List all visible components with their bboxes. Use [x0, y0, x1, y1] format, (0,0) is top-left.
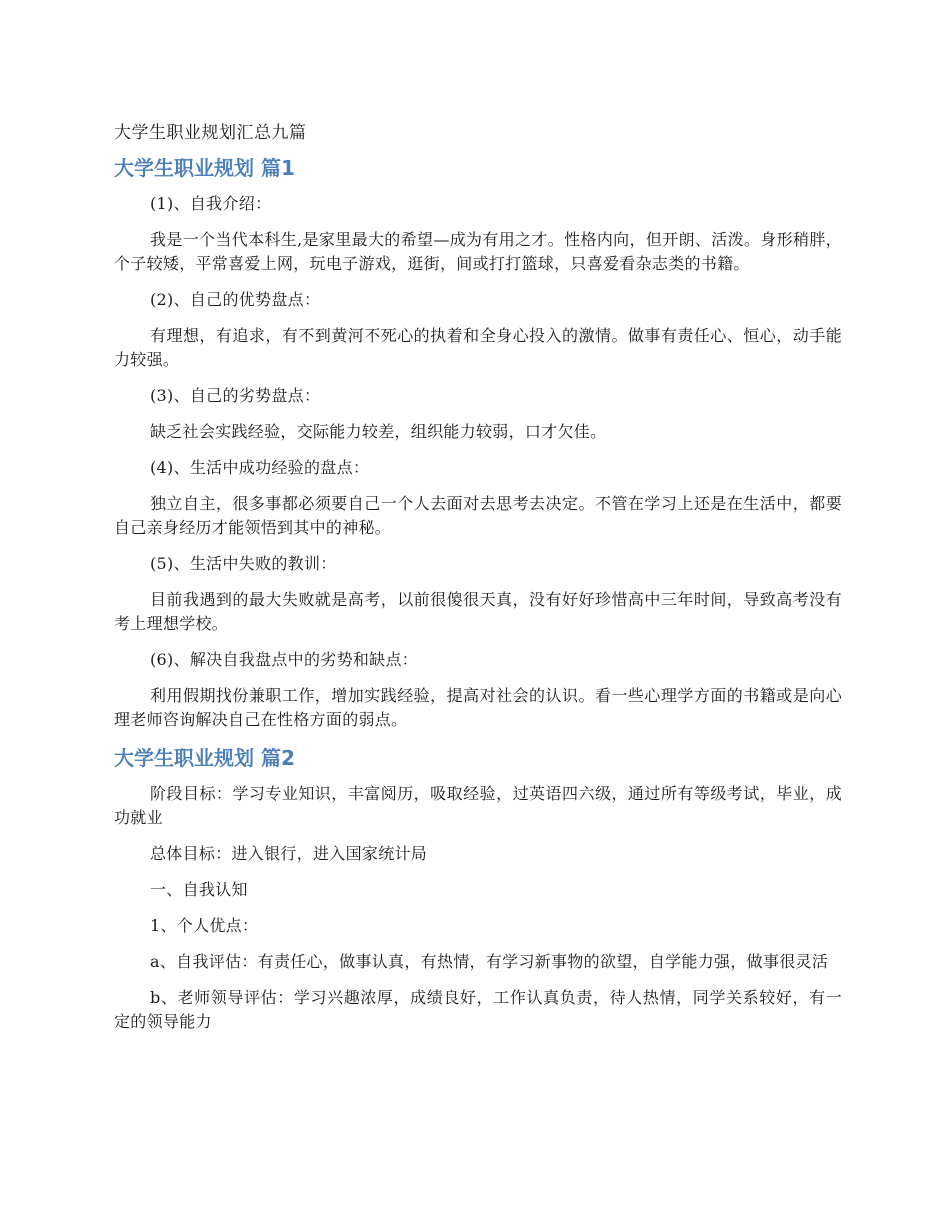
- section-heading: 大学生职业规划 篇1: [114, 156, 295, 180]
- paragraph: b、老师领导评估：学习兴趣浓厚，成绩良好，工作认真负责，待人热情，同学关系较好，有一定的领导能力: [114, 988, 842, 1031]
- section-heading: 大学生职业规划 篇2: [114, 746, 295, 770]
- paragraph: 目前我遇到的最大失败就是高考，以前很傻很天真，没有好好珍惜高中三年时间，导致高考没有考上理想学校。: [114, 590, 842, 633]
- paragraph: (1)、自我介绍：: [150, 194, 272, 213]
- paragraph: (2)、自己的优势盘点：: [150, 290, 321, 309]
- section-1: [114, 154, 842, 732]
- paragraph: 阶段目标：学习专业知识，丰富阅历，吸取经验，过英语四六级，通过所有等级考试，毕业，成功就业: [114, 784, 842, 827]
- paragraph: 我是一个当代本科生,是家里最大的希望—成为有用之才。性格内向，但开朗、活泼。身形稍胖，个子较矮，平常喜爱上网，玩电子游戏，逛街，间或打打篮球，只喜爱看杂志类的书籍。: [114, 230, 842, 273]
- paragraph: (4)、生活中成功经验的盘点：: [150, 458, 370, 477]
- paragraph: (6)、解决自我盘点中的劣势和缺点：: [150, 650, 419, 669]
- paragraph: a、自我评估：有责任心，做事认真，有热情，有学习新事物的欲望，自学能力强，做事很灵活: [150, 952, 829, 971]
- paragraph: 有理想，有追求，有不到黄河不死心的执着和全身心投入的激情。做事有责任心、恒心，动手能力较强。: [114, 326, 842, 369]
- paragraph: 独立自主，很多事都必须要自己一个人去面对去思考去决定。不管在学习上还是在生活中，都要自己亲身经历才能领悟到其中的神秘。: [114, 494, 842, 537]
- document-page: [114, 120, 842, 1046]
- document-title: 大学生职业规划汇总九篇: [114, 123, 307, 143]
- paragraph: (3)、自己的劣势盘点：: [150, 386, 321, 405]
- paragraph: 1、个人优点：: [150, 916, 259, 935]
- paragraph: 总体目标：进入银行，进入国家统计局: [150, 844, 428, 863]
- paragraph: 缺乏社会实践经验，交际能力较差，组织能力较弱，口才欠佳。: [150, 422, 607, 441]
- paragraph: (5)、生活中失败的教训：: [150, 554, 337, 573]
- paragraph: 一、自我认知: [150, 880, 248, 899]
- section-2: [114, 744, 842, 1034]
- paragraph: 利用假期找份兼职工作，增加实践经验，提高对社会的认识。看一些心理学方面的书籍或是向心理老师咨询解决自己在性格方面的弱点。: [114, 686, 842, 729]
